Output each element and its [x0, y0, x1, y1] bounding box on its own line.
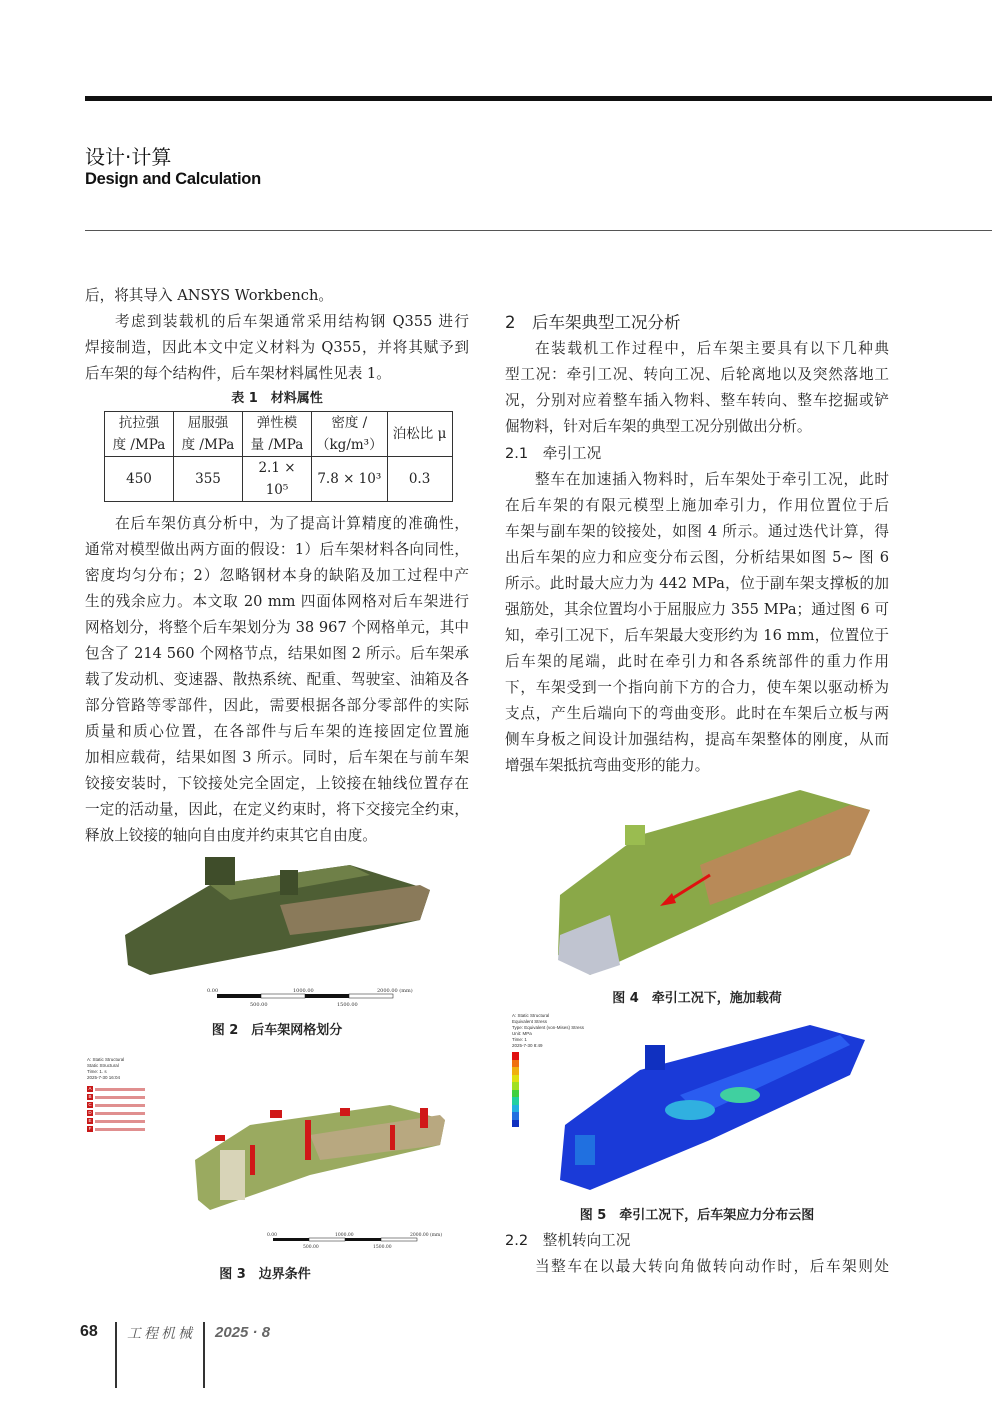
text-line: 密度均匀分布；2）忽略钢材本身的缺陷及加工过程中产	[85, 567, 469, 584]
right-column	[505, 310, 889, 779]
frame-post	[645, 1045, 665, 1070]
figure-3-scale-bar	[265, 1230, 445, 1252]
legend-label	[95, 1096, 145, 1099]
subsection-heading: 2.2 整机转向工况	[505, 1232, 631, 1249]
section-heading: 2 后车架典型工况分析	[505, 313, 681, 332]
frame-post	[280, 870, 298, 895]
scale-label: 500.00	[303, 1245, 319, 1250]
color-scale-swatch	[512, 1120, 519, 1128]
header-line: 弹性模	[256, 415, 298, 431]
table-cell: 450	[105, 457, 174, 502]
figure-2-mesh-image	[120, 845, 440, 980]
legend-marker: B	[88, 1094, 92, 1099]
text-line: 部分管路等零部件，因此，需要根据各部分零部件的实际	[85, 697, 469, 714]
legend-item	[87, 1125, 177, 1133]
text-line: 包含了 214 560 个网格节点，结果如图 2 所示。后车架承	[85, 645, 469, 662]
scale-label: 1500.00	[337, 1002, 358, 1008]
figure-5-caption: 图 5 牵引工况下，后车架应力分布云图	[579, 1208, 815, 1223]
legend-marker: F	[88, 1126, 92, 1131]
paragraph	[505, 1254, 889, 1280]
frame-post	[625, 825, 645, 845]
text-line: 通常对模型做出两方面的假设：1）后车架材料各向同性，	[85, 541, 469, 558]
text-line: 在后车架仿真分析中，为了提高计算精度的准确性，	[115, 515, 469, 532]
scale-label: 2000.00 (mm)	[410, 1233, 443, 1238]
legend-title: A: Static Structural	[87, 1057, 125, 1062]
header-line: （kg/m³）	[316, 437, 383, 453]
scale-label: 2000.00 (mm)	[377, 988, 413, 994]
stress-zone	[665, 1100, 715, 1120]
color-scale-swatch	[512, 1075, 519, 1083]
color-scale-swatch	[512, 1105, 519, 1113]
text-line: 型工况：牵引工况、转向工况、后轮离地以及突然落地工	[505, 366, 889, 383]
figure-2-scale-bar	[205, 985, 420, 1009]
journal-name: 工程机械	[127, 1326, 195, 1342]
text-line: 增强车架抵抗弯曲变形的能力。	[505, 757, 710, 774]
top-rule	[85, 96, 992, 101]
text-line: 况，分别对应着整车插入物料、整车转向、整车挖掘或铲	[505, 392, 889, 409]
table-cell: 355	[174, 457, 243, 502]
legend-item	[87, 1093, 177, 1101]
text-line: 焊接制造，因此本文中定义材料为 Q355，并将其赋予到	[85, 339, 469, 356]
legend-line: Type: Equivalent (von-Mises) Stress	[512, 1025, 585, 1030]
header-line: 度 /MPa	[112, 437, 166, 453]
footer-divider	[203, 1322, 205, 1388]
header-line: 量 /MPa	[250, 437, 304, 453]
text-line: 倔物料，针对后车架的典型工况分别做出分析。	[505, 418, 812, 435]
section-title-en: Design and Calculation	[85, 170, 261, 188]
text-line: 出后车架的应力和应变分布云图，分析结果如图 5~ 图 6	[505, 549, 889, 566]
legend-item	[87, 1117, 177, 1125]
text-line: 强筋处，其余位置均小于屈服应力 355 MPa；通过图 6 可	[505, 601, 889, 618]
text-line: 当整车在以最大转向角做转向动作时，后车架则处	[535, 1258, 889, 1275]
legend-title: A: Static Structural	[512, 1013, 550, 1018]
scale-label: 1500.00	[373, 1245, 392, 1250]
figure-5-stress-image	[550, 1015, 870, 1195]
text-line: 知，牵引工况下，后车架最大变形约为 16 mm，位置位于	[505, 627, 889, 644]
legend-line: 2025-7-30 16:04	[87, 1075, 121, 1080]
stress-zone	[720, 1087, 760, 1103]
header-line: 密度 /	[331, 415, 368, 431]
footer-divider	[115, 1322, 117, 1388]
figure-3-boundary-image	[190, 1090, 450, 1220]
issue-number: 2025 · 8	[215, 1324, 271, 1341]
header-line: 度 /MPa	[181, 437, 235, 453]
scale-label: 1000.00	[293, 988, 314, 994]
table-title: 表 1 材料属性	[231, 391, 323, 406]
left-column	[85, 283, 469, 849]
header-cell	[105, 412, 174, 457]
color-scale-swatch	[512, 1097, 519, 1105]
text-line: 释放上铰接的轴向自由度并约束其它自由度。	[85, 827, 377, 844]
legend-label	[95, 1088, 145, 1091]
header-rule	[85, 230, 992, 231]
color-scale-swatch	[512, 1112, 519, 1120]
color-scale-swatch	[512, 1052, 519, 1060]
text-line: 支点，产生后端向下的弯曲变形。此时在车架后立板与两	[505, 705, 889, 722]
text-line: 后，将其导入 ANSYS Workbench。	[85, 287, 333, 304]
legend-item	[87, 1101, 177, 1109]
paragraph	[85, 283, 469, 309]
text-line: 一定的活动量，因此，在定义约束时，将下交接完全约束，	[85, 801, 469, 818]
color-scale-swatch	[512, 1060, 519, 1068]
color-scale-swatch	[512, 1090, 519, 1098]
figure-3-legend	[87, 1057, 177, 1133]
legend-line: Unit: MPa	[512, 1031, 532, 1036]
legend-line: Equivalent Stress	[512, 1019, 548, 1024]
scale-label: 1000.00	[335, 1233, 354, 1238]
header-line: 屈服强	[187, 415, 229, 431]
table-row	[105, 457, 453, 502]
frame-plate	[220, 1150, 245, 1200]
text-line: 所示。此时最大应力为 442 MPa，位于副车架支撑板的加	[505, 575, 889, 592]
legend-label	[95, 1128, 145, 1131]
text-line: 质量和质心位置，在各部件与后车架的连接固定位置施	[85, 723, 469, 740]
right-column-bottom	[505, 1227, 889, 1280]
text-line: 下，车架受到一个指向前下方的合力，使车架以驱动桥为	[505, 679, 889, 696]
text-line: 网格划分，将整个后车架划分为 38 967 个网格单元，其中	[85, 619, 469, 636]
scale-label: 0.00	[267, 1233, 278, 1238]
table-header-row	[105, 412, 453, 457]
text-line: 生的残余应力。本文取 20 mm 四面体网格对后车架进行	[85, 593, 469, 610]
figure-4-load-image	[550, 785, 880, 980]
text-line: 侧车身板之间设计加强结构，提高车架整体的刚度，从而	[505, 731, 889, 748]
legend-line: Time: 1	[512, 1037, 527, 1042]
legend-marker: E	[88, 1118, 92, 1123]
material-table	[104, 411, 453, 502]
color-scale-swatch	[512, 1082, 519, 1090]
text-line: 车架与副车架的铰接处，如图 4 所示。通过迭代计算，得	[505, 523, 889, 540]
paragraph	[505, 336, 889, 440]
subsection-heading: 2.1 牵引工况	[505, 445, 602, 462]
text-line: 后车架的每个结构件，后车架材料属性见表 1。	[85, 365, 391, 382]
paragraph	[85, 309, 469, 387]
legend-label	[95, 1120, 145, 1123]
legend-label	[95, 1104, 145, 1107]
text-line: 后车架的尾端，此时在牵引力和各系统部件的重力作用	[505, 653, 889, 670]
legend-line: Static Structural	[87, 1063, 119, 1068]
header-cell: 泊松比 μ	[387, 412, 452, 457]
figure-3-caption: 图 3 边界条件	[219, 1267, 311, 1282]
table-cell: 0.3	[387, 457, 452, 502]
color-scale-swatch	[512, 1067, 519, 1075]
frame-post	[205, 857, 235, 885]
legend-marker: C	[88, 1102, 92, 1107]
header-cell	[174, 412, 243, 457]
legend-label	[95, 1112, 145, 1115]
table-cell: 2.1 × 10⁵	[243, 457, 312, 502]
legend-line: 2025-7-30 8:49	[512, 1043, 543, 1048]
legend-line: Time: 1. s	[87, 1069, 107, 1074]
header-cell	[312, 412, 388, 457]
text-line: 在装载机工作过程中，后车架主要具有以下几种典	[535, 340, 889, 357]
frame-plate	[575, 1135, 595, 1165]
legend-marker: A	[88, 1086, 92, 1091]
text-line: 在后车架的有限元模型上施加牵引力，作用位置位于后	[505, 497, 889, 514]
paragraph	[505, 467, 889, 779]
header-cell	[243, 412, 312, 457]
table-cell: 7.8 × 10³	[312, 457, 388, 502]
section-title-cn: 设计·计算	[85, 145, 172, 169]
legend-item	[87, 1109, 177, 1117]
figure-4-caption: 图 4 牵引工况下，施加载荷	[612, 991, 782, 1006]
paragraph	[85, 511, 469, 849]
legend-item	[87, 1085, 177, 1093]
text-line: 加相应载荷，结果如图 3 所示。同时，后车架在与前车架	[85, 749, 469, 766]
scale-label: 0.00	[207, 988, 219, 994]
text-line: 整车在加速插入物料时，后车架处于牵引工况，此时	[535, 471, 889, 488]
text-line: 考虑到装载机的后车架通常采用结构钢 Q355 进行	[115, 313, 469, 330]
text-line: 载了发动机、变速器、散热系统、配重、驾驶室、油箱及各	[85, 671, 469, 688]
figure-2-caption: 图 2 后车架网格划分	[211, 1023, 343, 1038]
text-line: 铰接安装时，下铰接处完全固定，上铰接在轴线位置存在	[85, 775, 469, 792]
scale-label: 500.00	[250, 1002, 268, 1008]
page-number: 68	[80, 1323, 98, 1340]
legend-marker: D	[88, 1110, 92, 1115]
header-line: 抗拉强	[118, 415, 160, 431]
